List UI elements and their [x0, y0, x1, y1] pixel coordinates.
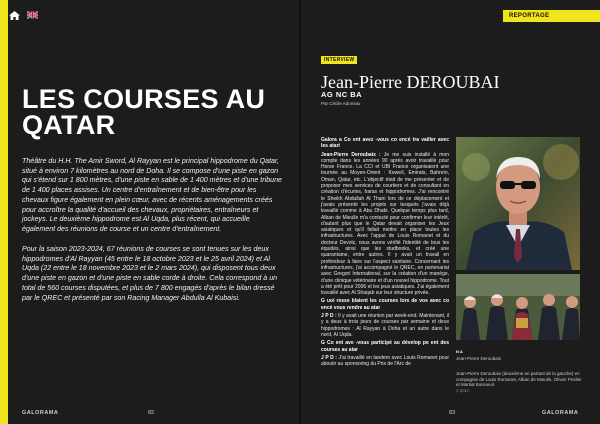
question-3: G Co ent ave -vous participé au dévelop pe ent des courses au atar [321, 340, 449, 353]
question-2: G uoi resse blaient les courses lors de vos avec co encé vous rendre au atar [321, 298, 449, 311]
yellow-side-bar [0, 0, 8, 424]
uk-flag-icon[interactable] [27, 11, 38, 19]
page-number-left: 82 [148, 410, 155, 416]
photo-credit: © QREC [456, 388, 470, 393]
intro-paragraph: Théâtre du H.H. The Amir Sword, Al Rayyan est le principal hippodrome du Qatar, situé à environ 7 kilomètres au nord de Doha. Il se compose d'une piste en gazon qui s'étend sur 1 800 mètres, d'une piste en sable de 1 400 mètres et d'une tribune de 1 400 places assises. Un centre d'entraînement et de bien-être pour les chevaux figure également en plein cœur, avec de récents aménagements créés pour accroître la qualité d'accueil des chevaux, propriétaires, entraîneurs et jockeys. Le deuxième hippodrome est Al Uqda, plus récent, qui accueille également des réunions de course et un centre d'entraînement. [22, 157, 282, 233]
portrait-photo [456, 137, 580, 270]
byline: Par Cécile Adomiax [321, 101, 361, 106]
answer-2: J P D : Il y avait une réunion par week-end. Maintenant, il y a deux à trois jours de courses par semaine et deux hippodromes : Al Rayyan à Doha et un autre dans le nord, Al Uqda. [321, 313, 450, 338]
caption-label: N A [456, 349, 463, 354]
interviewee-name: Jean-Pierre DEROUBAI [321, 72, 500, 92]
group-photo [456, 274, 580, 340]
season-paragraph: Pour la saison 2023-2024, 67 réunions de courses se sont tenues sur les deux hippodromes d'Al Rayyan (45 entre le 18 octobre 2023 et le 25 avril 2024) et Al Uqda (22 entre le 18 novembre 2023 et le 2 mars 2024), qui disposent tous deux d'une piste en gazon et d'une piste en sable corde à droite. Cela correspond à un total de 560 courses disputées, et plus de 7 800 engagés d'après le bilan dressé par le QREC et présenté par son Racing Manager Abdulla Al Kubaisi. [22, 245, 278, 302]
caption-group: Jean-Pierre Deroubaix (deuxième en partant de la gauche) en compagnie de Louis Romanet, Alban de Mieulle, Olivier Peslier et Martial Boisseuil. [456, 371, 582, 388]
page-title: LES COURSES AU QATAR [22, 84, 266, 140]
interview-tag: INTERVIEW [321, 56, 357, 64]
section-label: REPORTAGE [503, 10, 600, 22]
answer-3: J P D : J'ai travaillé en tandem avec Louis Romanet pour aboutir au sponsoring du Prix de l'Arc de [321, 354, 450, 368]
page-number-right: 83 [449, 410, 456, 416]
article-body [321, 137, 449, 369]
question-1: Galora a Co ent avez -vous co encé tra vailler avec les atari [321, 137, 449, 150]
photo-captions [456, 349, 586, 395]
footer-brand-right: GALORAMA [542, 410, 579, 416]
answer-1: Jean-Pierre Deroubaix : Je me suis installé à mon compte dans les années 90 après avoir travaillé pour Horse France. La CCI et UBI France organisaient une tournée au Moyen-Orient : Koweït, Emirats, Bahreïn, Oman, Qatar, etc. L'objectif était de me présenter et de proposer mes services de courtiers et de consultant en création d'écuries, haras et hippodromes. J'ai rencontré le Sheikh Abdullah Al Thani lors de ce déplacement et j'avais présenté les projets sur lesquels j'avais déjà travaillé comme à Abu Dhabi. Quelque temps plus tard, Alban de Mieulle m'a contacté pour confirmer leur intérêt, d'autant plus que le Qatar devait organiser les Jeux asiatiques et qu'il fallait mettre en place toutes les infrastructures. Avec l'appui de Louis Romanet et du docteur Devolz, nous avons vérifié l'identité de tous les équidés, ainsi que les studbooks, et créé une quarantaine, entre autres. Il y avait un travail en profondeur à faire sur l'aspect sanitaire. Concernant les infrastructures, j'ai accompagné le QREC, en partenariat avec Gregori International, sur la création d'un manège, d'une clinique vétérinaire et d'un nouvel hippodrome. Tout a été prêt pour 2006 et les jeux asiatiques. J'ai également travaillé avec Al Shaqab sur leur structure privée. [321, 151, 449, 297]
interviewee-subtitle: AG NC BA [321, 90, 363, 99]
footer-brand-left: GALORAMA [22, 410, 59, 416]
caption-portrait: Jean-Pierre Deroubaix [456, 355, 502, 361]
page-gutter [299, 0, 301, 424]
home-icon[interactable] [9, 11, 20, 20]
